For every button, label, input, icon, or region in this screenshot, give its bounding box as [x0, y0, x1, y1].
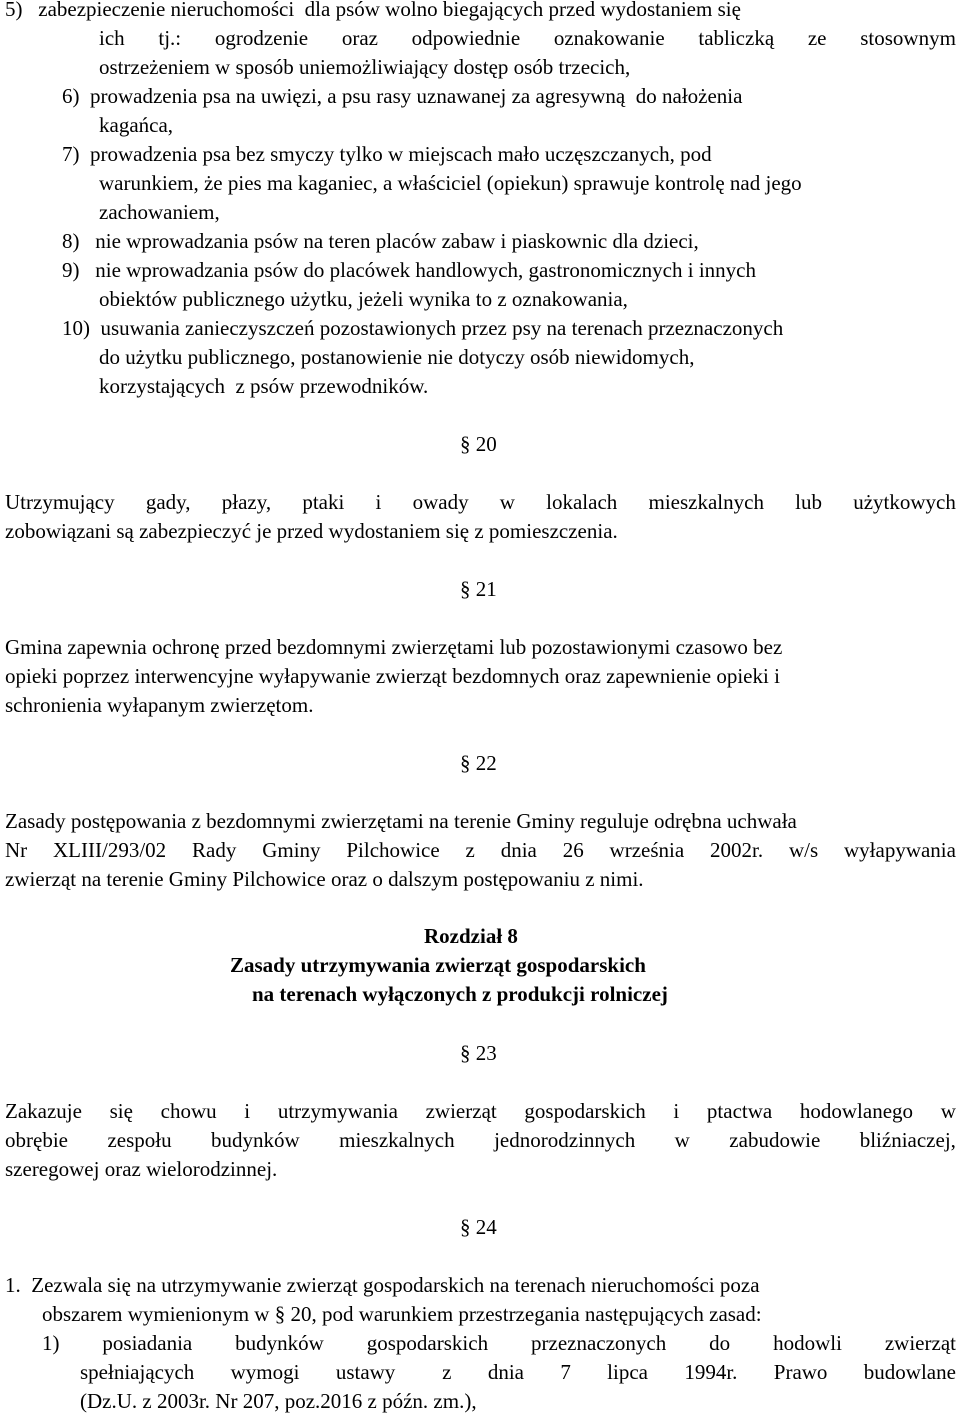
text-fragment: lub: [795, 490, 823, 514]
text-fragment: zabudowie: [729, 1128, 821, 1152]
text-fragment: użytkowych: [853, 490, 956, 514]
text-fragment: jednorodzinnych: [494, 1128, 636, 1152]
list-item-7-cont: warunkiem, że pies ma kaganiec, a właściciel (opiekun) sprawuje kontrolę nad jego: [99, 171, 802, 195]
paragraph-21-line-3: schronienia wyłapanym zwierzętom.: [5, 693, 314, 717]
text-fragment: oznakowanie: [553, 26, 665, 50]
text-fragment: tj.:: [158, 26, 182, 50]
text-fragment: 1994r.: [684, 1360, 738, 1384]
text-fragment: Gminy: [262, 838, 321, 862]
paragraph-20-line-2: zobowiązani są zabezpieczyć je przed wydostaniem się z pomieszczenia.: [5, 519, 618, 543]
paragraph-20-line-1: [5, 488, 956, 516]
section-heading-23: [460, 1039, 497, 1067]
text-fragment: budynków: [211, 1128, 300, 1152]
section-symbol: §: [460, 432, 471, 456]
section-heading-24: [460, 1213, 497, 1241]
text-fragment: z: [431, 1360, 452, 1384]
text-fragment: tabliczką: [698, 26, 775, 50]
paragraph-22-line-1: Zasady postępowania z bezdomnymi zwierzętami na terenie Gminy reguluje odrębna uchwała: [5, 809, 797, 833]
text-fragment: 7: [560, 1360, 571, 1384]
text-fragment: hodowli: [773, 1331, 842, 1355]
list-item-6-cont: kagańca,: [99, 113, 174, 137]
text-fragment: mieszkalnych: [339, 1128, 455, 1152]
text-fragment: oraz: [341, 26, 378, 50]
section-number: 22: [475, 751, 497, 775]
section-number: 24: [475, 1215, 497, 1239]
section-symbol: §: [460, 1041, 471, 1065]
paragraph-24-subpoint-1-cont: [80, 1358, 956, 1386]
text-fragment: do: [709, 1331, 731, 1355]
text-fragment: ptactwa: [706, 1099, 773, 1123]
text-fragment: Rady: [192, 838, 237, 862]
list-item-10-cont2: korzystających z psów przewodników.: [99, 374, 429, 398]
paragraph-24-point-1: 1. Zezwala się na utrzymywanie zwierząt gospodarskich na terenach nieruchomości poza: [5, 1273, 760, 1297]
text-fragment: lokalach: [546, 490, 618, 514]
text-fragment: gady,: [145, 490, 191, 514]
text-fragment: płazy,: [221, 490, 272, 514]
list-item-7-cont2: zachowaniem,: [99, 200, 220, 224]
text-fragment: dnia: [487, 1360, 524, 1384]
section-symbol: §: [460, 751, 471, 775]
paragraph-21-line-1: Gmina zapewnia ochronę przed bezdomnymi zwierzętami lub pozostawionymi czasowo bez: [5, 635, 783, 659]
list-item-7: 7) prowadzenia psa bez smyczy tylko w miejscach mało uczęszczanych, pod: [62, 142, 712, 166]
text-fragment: posiadania: [102, 1331, 193, 1355]
list-item-8: 8) nie wprowadzania psów na teren placów zabaw i piaskownic dla dzieci,: [62, 229, 699, 253]
text-fragment: Prawo: [773, 1360, 828, 1384]
text-fragment: września: [609, 838, 685, 862]
text-fragment: gospodarskich: [524, 1099, 646, 1123]
text-fragment: ustawy: [335, 1360, 396, 1384]
paragraph-21-line-2: opieki poprzez interwencyjne wyłapywanie zwierząt bezdomnych oraz zapewnienie opieki i: [5, 664, 780, 688]
text-fragment: stosownym: [860, 26, 956, 50]
section-number: 20: [475, 432, 497, 456]
text-fragment: się: [109, 1099, 133, 1123]
section-heading-20: [460, 430, 497, 458]
text-fragment: lipca: [607, 1360, 648, 1384]
text-fragment: z: [465, 838, 475, 862]
text-fragment: ich: [99, 26, 125, 50]
text-fragment: gospodarskich: [366, 1331, 489, 1355]
chapter-subtitle-1: Zasady utrzymywania zwierząt gospodarskich: [230, 953, 646, 977]
text-fragment: ogrodzenie: [214, 26, 309, 50]
paragraph-24-subpoint-1: [42, 1329, 956, 1357]
text-fragment: budynków: [235, 1331, 324, 1355]
paragraph-22-line-3: zwierząt na terenie Gminy Pilchowice oraz o dalszym postępowaniu z nimi.: [5, 867, 644, 891]
list-item-9: 9) nie wprowadzania psów do placówek handlowych, gastronomicznych i innych: [62, 258, 756, 282]
section-heading-22: [460, 749, 497, 777]
text-fragment: XLIII/293/02: [53, 838, 167, 862]
text-fragment: owady: [412, 490, 469, 514]
text-fragment: w: [499, 490, 515, 514]
chapter-title: Rozdział 8: [424, 924, 518, 948]
text-fragment: ptaki: [302, 490, 345, 514]
text-fragment: dnia: [500, 838, 537, 862]
paragraph-23-line-2: [5, 1126, 956, 1154]
text-fragment: bliźniaczej,: [859, 1128, 956, 1152]
paragraph-22-line-2: [5, 836, 956, 864]
section-symbol: §: [460, 577, 471, 601]
text-fragment: przeznaczonych: [531, 1331, 667, 1355]
text-fragment: w: [674, 1128, 690, 1152]
text-fragment: i: [244, 1099, 251, 1123]
text-fragment: 1): [42, 1331, 60, 1355]
paragraph-24-point-1-cont: obszarem wymienionym w § 20, pod warunkiem przestrzegania następujących zasad:: [42, 1302, 762, 1326]
text-fragment: i: [375, 490, 382, 514]
list-item-5-cont2: ostrzeżeniem w sposób uniemożliwiający dostęp osób trzecich,: [99, 55, 631, 79]
text-fragment: zwierząt: [884, 1331, 956, 1355]
section-number: 21: [475, 577, 497, 601]
text-fragment: Nr: [5, 838, 28, 862]
paragraph-23-line-3: szeregowej oraz wielorodzinnej.: [5, 1157, 278, 1181]
section-number: 23: [475, 1041, 497, 1065]
text-fragment: ze: [807, 26, 827, 50]
text-fragment: zwierząt: [425, 1099, 497, 1123]
text-fragment: Utrzymujący: [5, 490, 115, 514]
chapter-subtitle-2: na terenach wyłączonych z produkcji rolniczej: [252, 982, 668, 1006]
text-fragment: utrzymywania: [277, 1099, 398, 1123]
section-heading-21: [460, 575, 497, 603]
text-fragment: Zakazuje: [5, 1099, 82, 1123]
list-item-10: 10) usuwania zanieczyszczeń pozostawionych przez psy na terenach przeznaczonych: [62, 316, 784, 340]
text-fragment: Pilchowice: [346, 838, 440, 862]
text-fragment: zespołu: [107, 1128, 172, 1152]
text-fragment: w: [940, 1099, 956, 1123]
text-fragment: obrębie: [5, 1128, 68, 1152]
text-fragment: i: [673, 1099, 680, 1123]
text-fragment: odpowiednie: [411, 26, 521, 50]
list-item-6: 6) prowadzenia psa na uwięzi, a psu rasy uznawanej za agresywną do nałożenia: [62, 84, 743, 108]
paragraph-24-subpoint-1-cont2: (Dz.U. z 2003r. Nr 207, poz.2016 z późn. zm.),: [80, 1389, 477, 1413]
text-fragment: w/s: [788, 838, 819, 862]
text-fragment: mieszkalnych: [648, 490, 764, 514]
text-fragment: 26: [562, 838, 584, 862]
text-fragment: budowlane: [863, 1360, 956, 1384]
text-fragment: hodowlanego: [799, 1099, 914, 1123]
text-fragment: chowu: [160, 1099, 217, 1123]
text-fragment: spełniających: [80, 1360, 195, 1384]
list-item-5-cont: [99, 24, 956, 52]
list-item-5: 5) zabezpieczenie nieruchomości dla psów wolno biegających przed wydostaniem się: [5, 0, 741, 21]
section-symbol: §: [460, 1215, 471, 1239]
text-fragment: 2002r.: [710, 838, 764, 862]
list-item-9-cont: obiektów publicznego użytku, jeżeli wynika to z oznakowania,: [99, 287, 628, 311]
text-fragment: wyłapywania: [844, 838, 956, 862]
paragraph-23-line-1: [5, 1097, 956, 1125]
text-fragment: wymogi: [230, 1360, 300, 1384]
list-item-10-cont: do użytku publicznego, postanowienie nie dotyczy osób niewidomych,: [99, 345, 695, 369]
